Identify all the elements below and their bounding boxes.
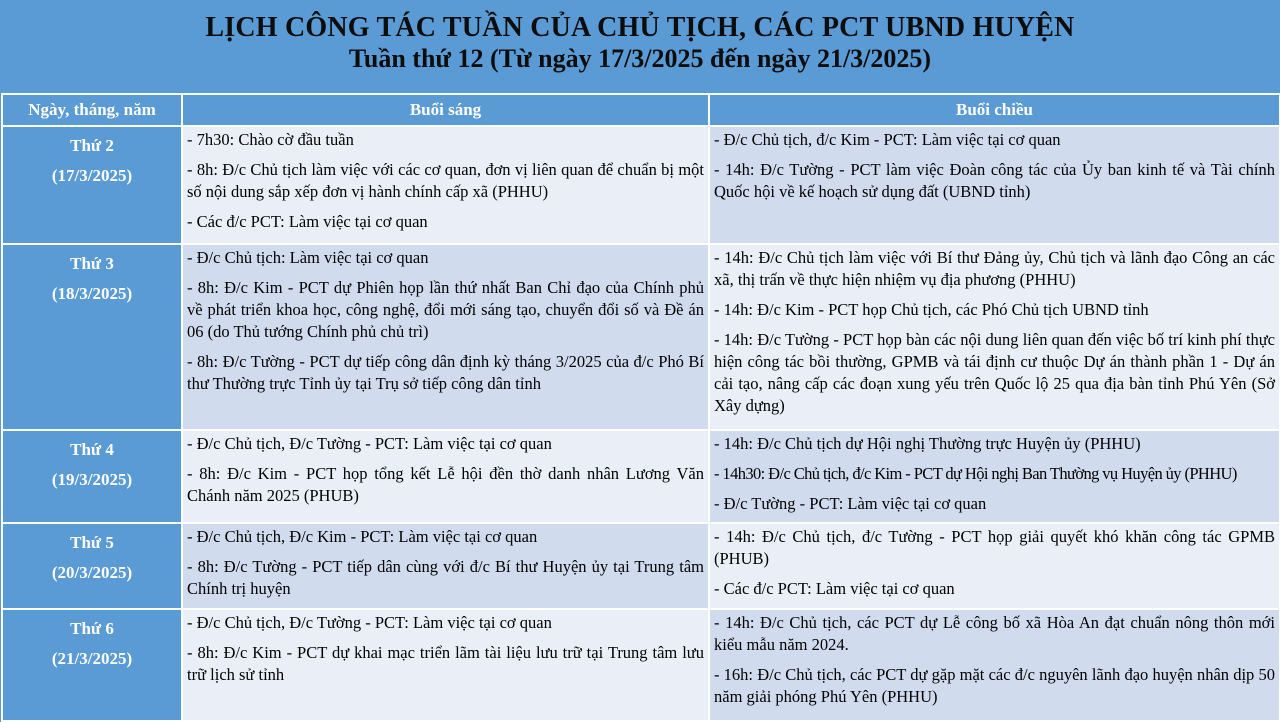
schedule-item: - Các đ/c PCT: Làm việc tại cơ quan <box>714 579 955 598</box>
date-label: (18/3/2025) <box>51 284 133 303</box>
table-row <box>2 244 1280 430</box>
schedule-item: - Đ/c Chủ tịch: Làm việc tại cơ quan <box>187 248 429 267</box>
afternoon-cell <box>709 609 1280 721</box>
day-cell <box>2 244 182 430</box>
schedule-item: - 8h: Đ/c Chủ tịch làm việc với các cơ quan, đơn vị liên quan để chuẩn bị một số nội dung sắp xếp đơn vị hành chính cấp xã (PHHU) <box>187 160 704 201</box>
day-cell <box>2 430 182 523</box>
day-label: Thứ 6 <box>70 619 114 638</box>
schedule-item: - 8h: Đ/c Tường - PCT tiếp dân cùng với đ/c Bí thư Huyện ủy tại Trung tâm Chính trị huyện <box>187 557 704 598</box>
schedule-item: - 8h: Đ/c Kim - PCT họp tổng kết Lễ hội đền thờ danh nhân Lương Văn Chánh năm 2025 (PHUB) <box>187 464 704 505</box>
morning-cell <box>182 430 709 523</box>
schedule-item: - 14h: Đ/c Chủ tịch làm việc với Bí thư Đảng ủy, Chủ tịch và lãnh đạo Công an các xã, thị trấn về thực hiện nhiệm vụ địa phương (PHHU) <box>714 248 1275 289</box>
date-label: (17/3/2025) <box>51 166 133 185</box>
schedule-item: - Đ/c Chủ tịch, Đ/c Kim - PCT: Làm việc tại cơ quan <box>187 527 538 546</box>
column-header-afternoon: Buổi chiều <box>709 94 1280 126</box>
table-row <box>2 430 1280 523</box>
day-cell <box>2 126 182 244</box>
morning-cell <box>182 609 709 721</box>
day-label: Thứ 4 <box>70 440 114 459</box>
schedule-item: - 14h30: Đ/c Chủ tịch, đ/c Kim - PCT dự Hội nghị Ban Thường vụ Huyện ủy (PHHU) <box>714 464 1237 483</box>
schedule-item: - 8h: Đ/c Kim - PCT dự khai mạc triển lãm tài liệu lưu trữ tại Trung tâm lưu trữ lịch sử tỉnh <box>187 643 704 684</box>
column-header-date: Ngày, tháng, năm <box>2 94 182 126</box>
schedule-item: - 14h: Đ/c Tường - PCT làm việc Đoàn công tác của Ủy ban kinh tế và Tài chính Quốc hội về kế hoạch sử dụng đất (UBND tỉnh) <box>714 160 1275 201</box>
day-cell <box>2 609 182 721</box>
morning-cell <box>182 244 709 430</box>
page-subtitle: Tuần thứ 12 (Từ ngày 17/3/2025 đến ngày 21/3/2025) <box>348 44 932 73</box>
header <box>0 0 1280 92</box>
table-row <box>2 126 1280 244</box>
schedule-item: - 14h: Đ/c Kim - PCT họp Chủ tịch, các Phó Chủ tịch UBND tỉnh <box>714 300 1149 319</box>
date-label: (21/3/2025) <box>51 649 133 668</box>
schedule-item: - 16h: Đ/c Chủ tịch, các PCT dự gặp mặt các đ/c nguyên lãnh đạo huyện nhân dịp 50 năm giải phóng Phú Yên (PHHU) <box>714 665 1275 706</box>
header-row <box>2 94 1280 126</box>
afternoon-cell <box>709 430 1280 523</box>
date-label: (20/3/2025) <box>51 563 133 582</box>
date-label: (19/3/2025) <box>51 470 133 489</box>
day-cell <box>2 523 182 609</box>
schedule-item: - 14h: Đ/c Chủ tịch dự Hội nghị Thường trực Huyện ủy (PHHU) <box>714 434 1141 453</box>
column-header-morning: Buổi sáng <box>182 94 709 126</box>
schedule-item: - 14h: Đ/c Tường - PCT họp bàn các nội dung liên quan đến việc bố trí kinh phí thực hiện công tác bồi thường, GPMB và tái định cư thuộc Dự án thành phần 1 - Dự án cải tạo, nâng cấp các đoạn xung yếu trên Quốc lộ 25 qua địa bàn tỉnh Phú Yên (Sở Xây dựng) <box>714 330 1275 415</box>
schedule-item: - 7h30: Chào cờ đầu tuần <box>187 130 354 149</box>
page-title: LỊCH CÔNG TÁC TUẦN CỦA CHỦ TỊCH, CÁC PCT UBND HUYỆN <box>205 12 1075 43</box>
day-label: Thứ 3 <box>70 254 114 273</box>
schedule-item: - Đ/c Chủ tịch, Đ/c Tường - PCT: Làm việc tại cơ quan <box>187 613 552 632</box>
schedule-item: - Đ/c Chủ tịch, đ/c Kim - PCT: Làm việc tại cơ quan <box>714 130 1061 149</box>
afternoon-cell <box>709 126 1280 244</box>
afternoon-cell <box>709 244 1280 430</box>
table-row <box>2 609 1280 721</box>
schedule-item: - Đ/c Tường - PCT: Làm việc tại cơ quan <box>714 494 987 513</box>
schedule-item: - 8h: Đ/c Tường - PCT dự tiếp công dân định kỳ tháng 3/2025 của đ/c Phó Bí thư Thường trực Tỉnh ủy tại Trụ sở tiếp công dân tỉnh <box>187 352 704 393</box>
morning-cell <box>182 126 709 244</box>
schedule-item: - 14h: Đ/c Chủ tịch, các PCT dự Lễ công bố xã Hòa An đạt chuẩn nông thôn mới kiểu mẫu năm 2024. <box>714 613 1275 654</box>
afternoon-cell <box>709 523 1280 609</box>
schedule-item: - 14h: Đ/c Chủ tịch, đ/c Tường - PCT họp giải quyết khó khăn công tác GPMB (PHUB) <box>714 527 1275 568</box>
day-label: Thứ 2 <box>70 136 114 155</box>
schedule-item: - Đ/c Chủ tịch, Đ/c Tường - PCT: Làm việc tại cơ quan <box>187 434 552 453</box>
schedule-item: - Các đ/c PCT: Làm việc tại cơ quan <box>187 212 428 231</box>
morning-cell <box>182 523 709 609</box>
day-label: Thứ 5 <box>70 533 114 552</box>
schedule-item: - 8h: Đ/c Kim - PCT dự Phiên họp lần thứ nhất Ban Chỉ đạo của Chính phủ về phát triển khoa học, công nghệ, đổi mới sáng tạo, chuyển đổi số và Đề án 06 (do Thủ tướng Chính phủ chủ trì) <box>187 278 704 341</box>
table-row <box>2 523 1280 609</box>
schedule-table <box>1 93 1280 722</box>
